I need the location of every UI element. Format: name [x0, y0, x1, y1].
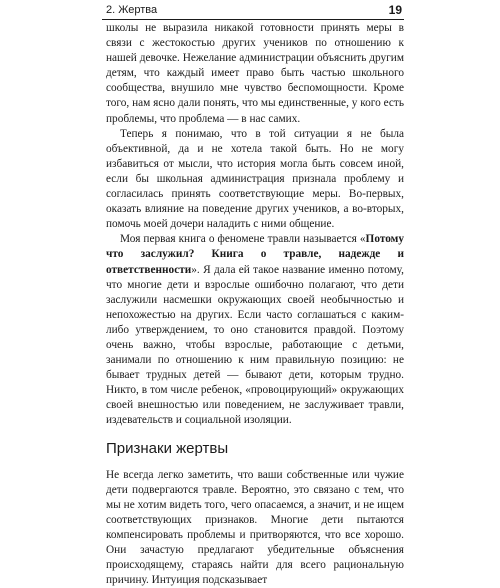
- paragraph: [106, 127, 404, 233]
- paragraph: [106, 21, 404, 127]
- header-rule: [102, 19, 404, 20]
- chapter-title: 2. Жертва: [106, 4, 158, 16]
- page-number: 19: [388, 3, 402, 17]
- running-head: [102, 4, 402, 20]
- paragraph-text: ». Я дала ей такое название именно потому, что многие дети и взрослые ошибочно полагают, что дети заслужили насмешки окружающих своей необычностью и непохожестью на других. Если часто соглашаться с каким-либо утверждением, то оно становится правдой. Поэтому очень важно, чтобы взрослые, работающие с детьми, занимали по отношению к ним правильную позицию: не бывает трудных детей — бывают дети, которым трудно. Никто, в том числе ребенок, «провоцирующий» окружающих своей внешностью или поведением, не заслуживает травли, издевательств и социальной изоляции.: [106, 263, 404, 427]
- paragraph-text: школы не выразила никакой готовности принять меры в связи с жестокостью других учеников по отношению к нашей девочке. Нежелание администрации объяснить другим детям, что каждый имеет право быть частью школьного сообщества, внушило мне чувство беспомощности. Кроме того, нам ясно дали понять, что мы единственные, у кого есть проблемы, что проблема — в нас самих.: [106, 22, 404, 125]
- paragraph-list: [106, 21, 404, 429]
- paragraph-text: Теперь я понимаю, что в той ситуации я не была объективной, да и не хотела такой быть. Но не могу избавиться от мысли, что история могла быть совсем иной, если бы школьная администрация признала проблему и согласилась принять соответствующие меры. Во-первых, оказать влияние на поведение других учеников, а во-вторых, помочь моей дочери наладить с ними общение.: [106, 127, 404, 231]
- section-heading: Признаки жертвы: [106, 439, 229, 457]
- paragraph: [106, 468, 404, 588]
- book-title-bold: Потому что заслужил? Книга о травле, надежде и ответственности: [106, 233, 404, 276]
- section-paragraph-list: [106, 468, 404, 588]
- paragraph-text: Не всегда легко заметить, что ваши собственные или чужие дети подвергаются травле. Вероятно, это связано с тем, что мы не хотим видеть того, чего опасаемся, а значит, и не ищем соответствующих признаков. Многие дети пытаются компенсировать проблемы и притворяются, что все хорошо. Они зачастую предлагают убедительные объяснения происходящему, стараясь найти для всего рациональную причину. Интуиция подсказывает: [106, 468, 404, 587]
- paragraph: [106, 232, 404, 428]
- paragraph-text: Моя первая книга о феномене травли называется «: [120, 233, 366, 246]
- body-text: [106, 21, 404, 588]
